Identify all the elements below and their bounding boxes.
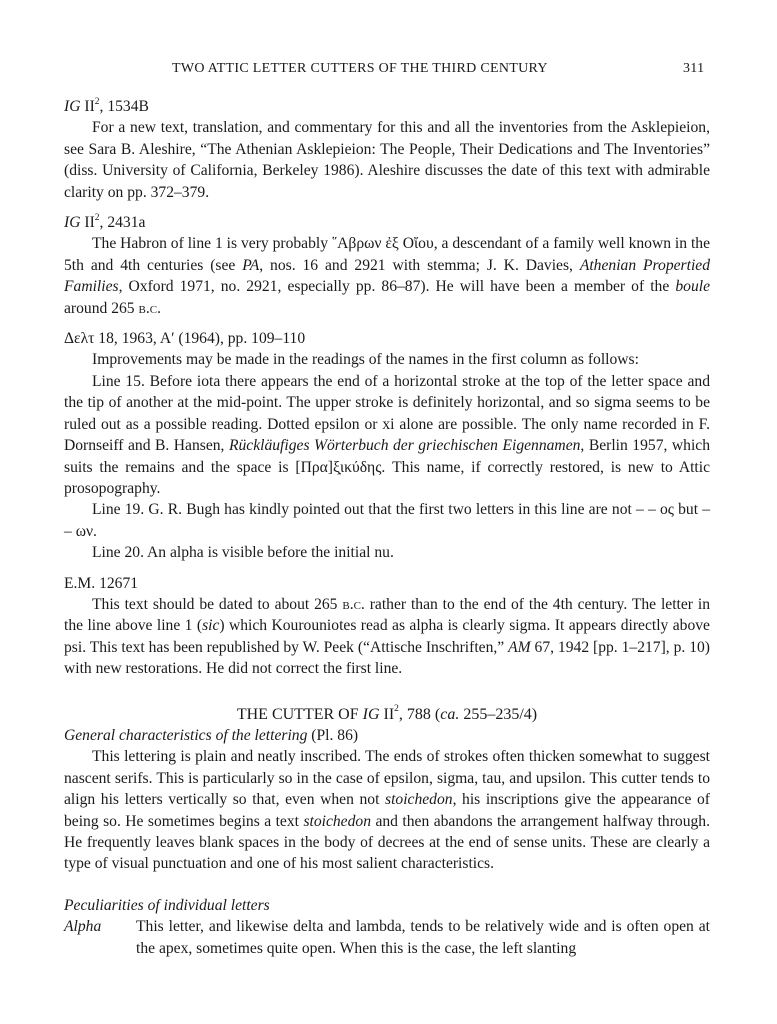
peculiarities-heading: Peculiarities of individual letters — [64, 896, 270, 914]
entry-ref-em-12671: E.M. 12671 — [64, 574, 139, 592]
running-title: TWO ATTIC LETTER CUTTERS OF THE THIRD CENTURY — [172, 61, 548, 76]
entry-ref-delt: Δελτ 18, 1963, Α′ (1964), pp. 109–110 — [64, 330, 306, 348]
page-number: 311 — [683, 61, 705, 76]
entry-ref-ig-2431a: IG $II^2$, 2431a — [64, 212, 146, 232]
letter-entry-alpha — [64, 916, 710, 959]
entry-text-delt-line15: Line 15. Before iota there appears the end of a horizontal stroke at the top of the letter space and the tip of another at the mid-point. The upper stroke is definitely horizontal, and so sigma seems to be ruled out as a possible reading. Dotted epsilon or xi alone are possible. The only name recorded in F. Dornseiff and B. Hansen, Rückläufiges Wörterbuch der griechischen Eigennamen, Berlin 1957, which suits the remains and the space is [Πρα]ξ̣ικύδης. This name, if correctly restored, is new to Attic prosopography. — [64, 372, 710, 497]
entry-text-ig-1534b: For a new text, translation, and commentary for this and all the inventories from the Asklepieion, see Sara B. Aleshire, “The Athenian Asklepieion: The People, Their Dedications and The Inventories” (diss. University of California, Berkeley 1986). Aleshire discusses the date of this text with admirable clarity on pp. 372–379. — [64, 119, 710, 201]
running-head — [0, 58, 777, 80]
entry-text-delt-line20: Line 20. An alpha is visible before the initial nu. — [92, 544, 394, 562]
page-body — [64, 96, 710, 959]
greek-name: ῞Αβρων ἐξ Οἴου — [331, 235, 434, 253]
entry-text-delt-intro: Improvements may be made in the readings of the names in the first column as follows: — [92, 351, 639, 369]
entry-ref-ig-1534b: IG $II^2$, 1534B — [64, 96, 149, 115]
letter-text-alpha: This letter, and likewise delta and lambda, tends to be relatively wide and is often open at the apex, sometimes quite open. When this is the case, the left slanting — [136, 918, 710, 957]
letter-name-alpha: Alpha — [64, 918, 102, 936]
entry-text-em-12671: This text should be dated to about 265 b.c. rather than to the end of the 4th century. The letter in the line above line 1 (sic) which Kourouniotes read as alpha is clearly sigma. It appears directly above psi. This text has been republished by W. Peek (“Attische Inschriften,” AM 67, 1942 [pp. 1–217], p. 10) with new restorations. He did not correct the first line. — [64, 595, 710, 678]
general-characteristics-text: This lettering is plain and neatly inscribed. The ends of strokes often thicken somewhat to suggest nascent serifs. This is particularly so in the case of epsilon, sigma, tau, and upsilon. This cutter tends to align his letters vertically so that, even when not stoichedon, his inscriptions give the appearance of being so. He sometimes begins a text stoichedon and then abandons the arrangement halfway through. He frequently leaves blank spaces in the body of decrees at the end of sense units. These are clearly a type of visual punctuation and one of his most salient characteristics. — [64, 748, 710, 873]
entry-text-delt-line19: Line 19. G. R. Bugh has kindly pointed out that the first two letters in this line are not – – ος but – – ων. — [64, 501, 710, 540]
section-title: THE CUTTER OF IG $II^2$, 788 (ca. 255–235/4) — [236, 704, 538, 723]
general-characteristics-heading: General characteristics of the lettering (Pl. 86) — [64, 726, 359, 744]
entry-text-ig-2431a: The Habron of line 1 is very probably ῞Αβρων ἐξ Οἴου, a descendant of a family well known in the 5th and 4th centuries (see PA, nos. 16 and 2921 with stemma; J. K. Davies, Athenian Propertied Families, Oxford 1971, no. 2921, especially pp. 86–87). He will have been a member of the boule around 265 b.c. — [64, 235, 710, 317]
